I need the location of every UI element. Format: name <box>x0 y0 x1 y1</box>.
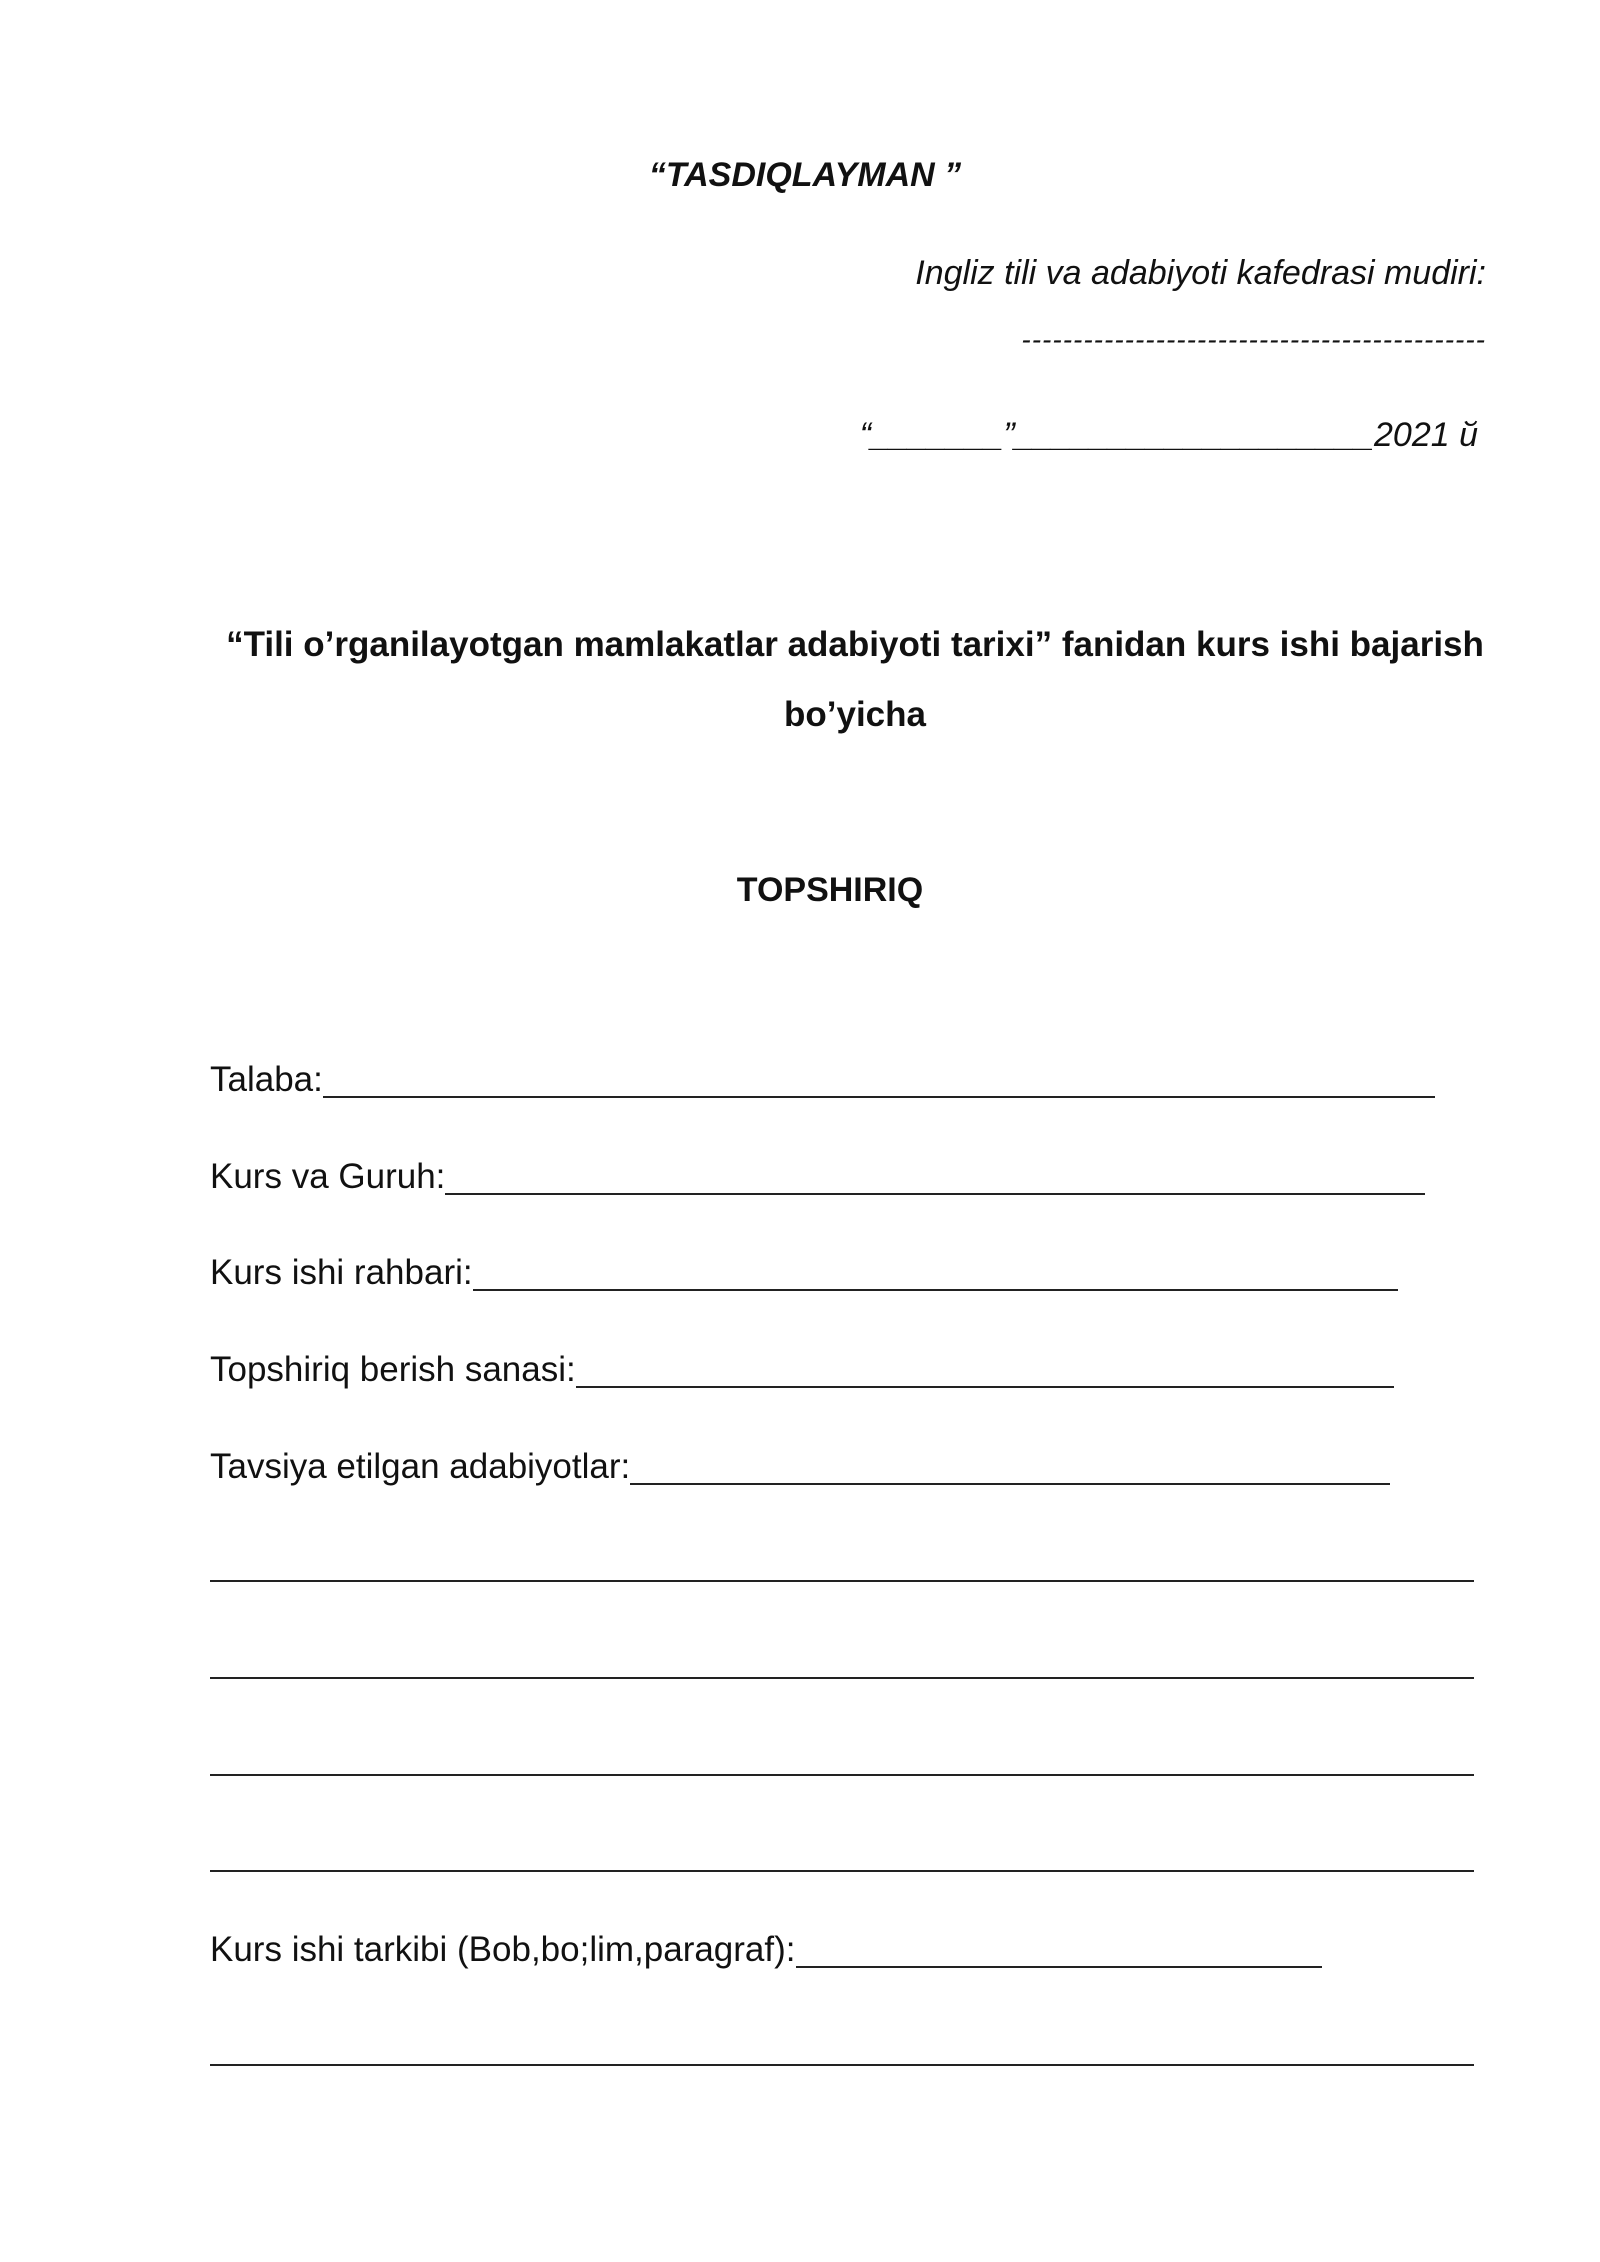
issue-date-input-line[interactable] <box>576 1358 1394 1388</box>
course-group-label: Kurs va Guruh: <box>210 1157 446 1196</box>
structure-input-line[interactable] <box>796 1938 1322 1968</box>
student-label: Talaba: <box>210 1060 323 1099</box>
literature-input-line[interactable] <box>630 1455 1390 1485</box>
course-group-field <box>210 1157 1425 1197</box>
subject-title <box>220 610 1490 750</box>
department-head-title: Ingliz tili va adabiyoti kafedrasi mudiri: <box>915 254 1486 292</box>
supervisor-input-line[interactable] <box>473 1261 1398 1291</box>
literature-blank-line-1[interactable] <box>210 1580 1474 1582</box>
literature-field <box>210 1447 1390 1487</box>
literature-blank-line-4[interactable] <box>210 1870 1474 1872</box>
structure-blank-line-1[interactable] <box>210 2064 1474 2066</box>
issue-date-label: Topshiriq berish sanasi: <box>210 1350 576 1389</box>
literature-label: Tavsiya etilgan adabiyotlar: <box>210 1447 631 1486</box>
supervisor-label: Kurs ishi rahbari: <box>210 1253 473 1292</box>
course-group-input-line[interactable] <box>445 1165 1425 1195</box>
approval-date-line: “_______”___________________2021 й <box>859 416 1478 454</box>
subject-title-line-2: bo’yicha <box>784 695 926 734</box>
structure-label: Kurs ishi tarkibi (Bob,bo;lim,paragraf): <box>210 1930 796 1969</box>
issue-date-field <box>210 1350 1394 1390</box>
literature-blank-line-2[interactable] <box>210 1677 1474 1679</box>
signature-line: --------------------------------------------- <box>1021 324 1486 355</box>
literature-blank-line-3[interactable] <box>210 1774 1474 1776</box>
structure-field <box>210 1930 1322 1970</box>
student-field <box>210 1060 1435 1100</box>
approval-heading: “TASDIQLAYMAN ” <box>648 156 962 194</box>
supervisor-field <box>210 1253 1398 1293</box>
subject-title-line-1: “Tili o’rganilayotgan mamlakatlar adabiyoti tarixi” fanidan kurs ishi bajarish <box>226 625 1484 664</box>
task-title: TOPSHIRIQ <box>736 871 924 909</box>
student-input-line[interactable] <box>323 1068 1435 1098</box>
